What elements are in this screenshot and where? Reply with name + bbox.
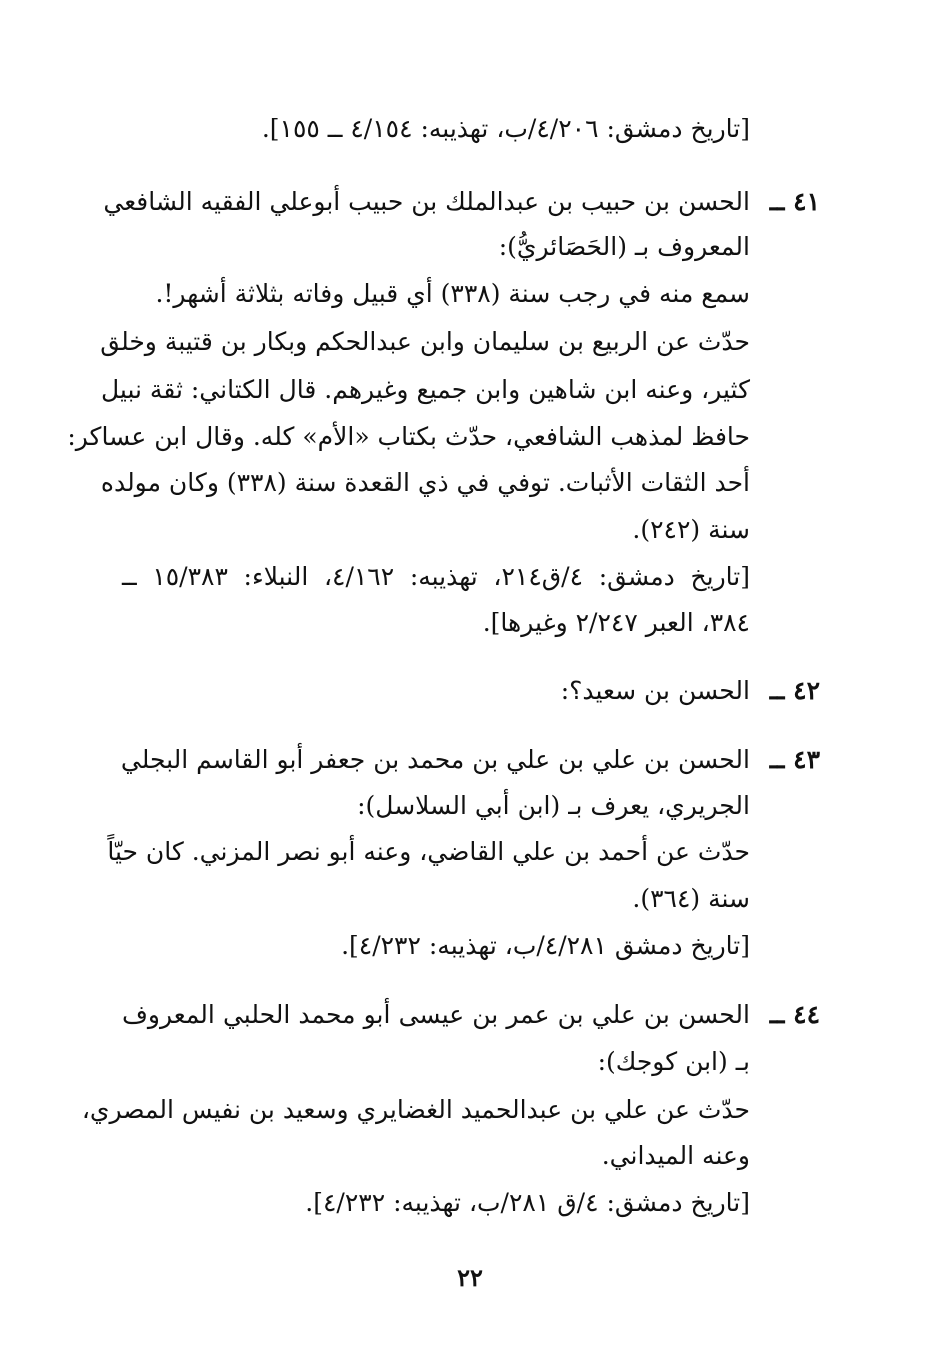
- document-page: [تاريخ دمشق: ٤/٢٠٦/ب، تهذيبه: ٤/١٥٤ ــ ١٥٥]. ٤١ ــ الحسن بن حبيب بن عبدالملك بن حبيب أبوعلي الفقيه الشافعي المعروف بـ (الحَصَائريُّ): سمع منه في رجب سنة (٣٣٨) أي قبيل وفاته بثلاثة أشهر!. حدّث عن الربيع بن سليمان وابن عبدالحكم وبكار بن قتيبة وخلق كثير، وعنه ابن شاهين وابن جميع وغيرهم. قال الكتاني: ثقة نبيل حافظ لمذهب الشافعي، حدّث بكتاب «الأم» كله. وقال ابن عساكر: أحد الثقات الأثبات. توفي في ذي القعدة سنة (٣٣٨) وكان مولده سنة (٢٤٢). [تاريخ دمشق: ٤/ق٢١٤، تهذيبه: ٤/١٦٢، النبلاء: ١٥/٣٨٣ ــ ٣٨٤، العبر ٢/٢٤٧ وغيرها]. ٤٢ ــ الحسن بن سعيد؟: ٤٣ ــ الحسن بن علي بن علي بن محمد بن جعفر أبو القاسم البجلي الجريري، يعرف بـ (ابن أبي السلاسل): حدّث عن أحمد بن علي القاضي، وعنه أبو نصر المزني. كان حيّاً سنة (٣٦٤). [تاريخ دمشق ٤/٢٨١/ب، تهذيبه: ٤/٢٣٢]. ٤٤ ــ الحسن بن علي بن عمر بن عيسى أبو محمد الحلبي المعروف بـ (ابن كوجك): حدّث عن علي بن عبدالحميد الغضايري وسعيد بن نفيس المصري، وعنه الميداني. [تاريخ دمشق: ٤/ق ٢٨١/ب، تهذيبه: ٤/٢٣٢]. ٢٢: [0, 0, 940, 1371]
- entry-text-line: حدّث عن أحمد بن علي القاضي، وعنه أبو نصر المزني. كان حيّاً: [107, 837, 750, 866]
- entry-text-line: حافظ لمذهب الشافعي، حدّث بكتاب «الأم» كله. وقال ابن عساكر:: [67, 422, 750, 451]
- entry-heading: الحسن بن سعيد؟:: [560, 676, 750, 705]
- entry-text-line: وعنه الميداني.: [601, 1141, 750, 1170]
- entry-text-line: سنة (٣٦٤).: [632, 884, 750, 913]
- entry-text-line: بـ (ابن كوجك):: [597, 1047, 750, 1076]
- entry-heading: الحسن بن علي بن عمر بن عيسى أبو محمد الحلبي المعروف: [122, 1000, 750, 1029]
- entry-number: ٤١ ــ: [769, 187, 820, 216]
- entry-text-line: حدّث عن الربيع بن سليمان وابن عبدالحكم وبكار بن قتيبة وخلق: [100, 327, 750, 356]
- entry-text-line: كثير، وعنه ابن شاهين وابن جميع وغيرهم. قال الكتاني: ثقة نبيل: [101, 375, 750, 404]
- page-number: ٢٢: [457, 1263, 483, 1292]
- entry-text-line: سنة (٢٤٢).: [632, 515, 750, 544]
- entry-reference: ٣٨٤، العبر ٢/٢٤٧ وغيرها].: [482, 608, 750, 637]
- entry-number: ٤٢ ــ: [769, 676, 820, 705]
- entry-reference: [تاريخ دمشق ٤/٢٨١/ب، تهذيبه: ٤/٢٣٢].: [341, 931, 750, 960]
- entry-reference: [تاريخ دمشق: ٤/ق ٢٨١/ب، تهذيبه: ٤/٢٣٢].: [305, 1188, 750, 1217]
- entry-text-line: الجريري، يعرف بـ (ابن أبي السلاسل):: [357, 791, 750, 820]
- entry-number: ٤٣ ــ: [769, 745, 820, 774]
- entry-text-line: المعروف بـ (الحَصَائريُّ):: [498, 232, 750, 261]
- entry-text-line: سمع منه في رجب سنة (٣٣٨) أي قبيل وفاته بثلاثة أشهر!.: [155, 279, 750, 308]
- entry-reference: [تاريخ دمشق: ٤/ق٢١٤، تهذيبه: ٤/١٦٢، النبلاء: ١٥/٣٨٣ ــ: [122, 562, 750, 591]
- entry-heading: الحسن بن حبيب بن عبدالملك بن حبيب أبوعلي الفقيه الشافعي: [103, 187, 750, 216]
- entry-number: ٤٤ ــ: [769, 1000, 820, 1029]
- entry-text-line: حدّث عن علي بن عبدالحميد الغضايري وسعيد بن نفيس المصري،: [81, 1095, 750, 1124]
- entry-heading: الحسن بن علي بن علي بن محمد بن جعفر أبو القاسم البجلي: [120, 745, 750, 774]
- entry-text-line: أحد الثقات الأثبات. توفي في ذي القعدة سنة (٣٣٨) وكان مولده: [100, 468, 750, 497]
